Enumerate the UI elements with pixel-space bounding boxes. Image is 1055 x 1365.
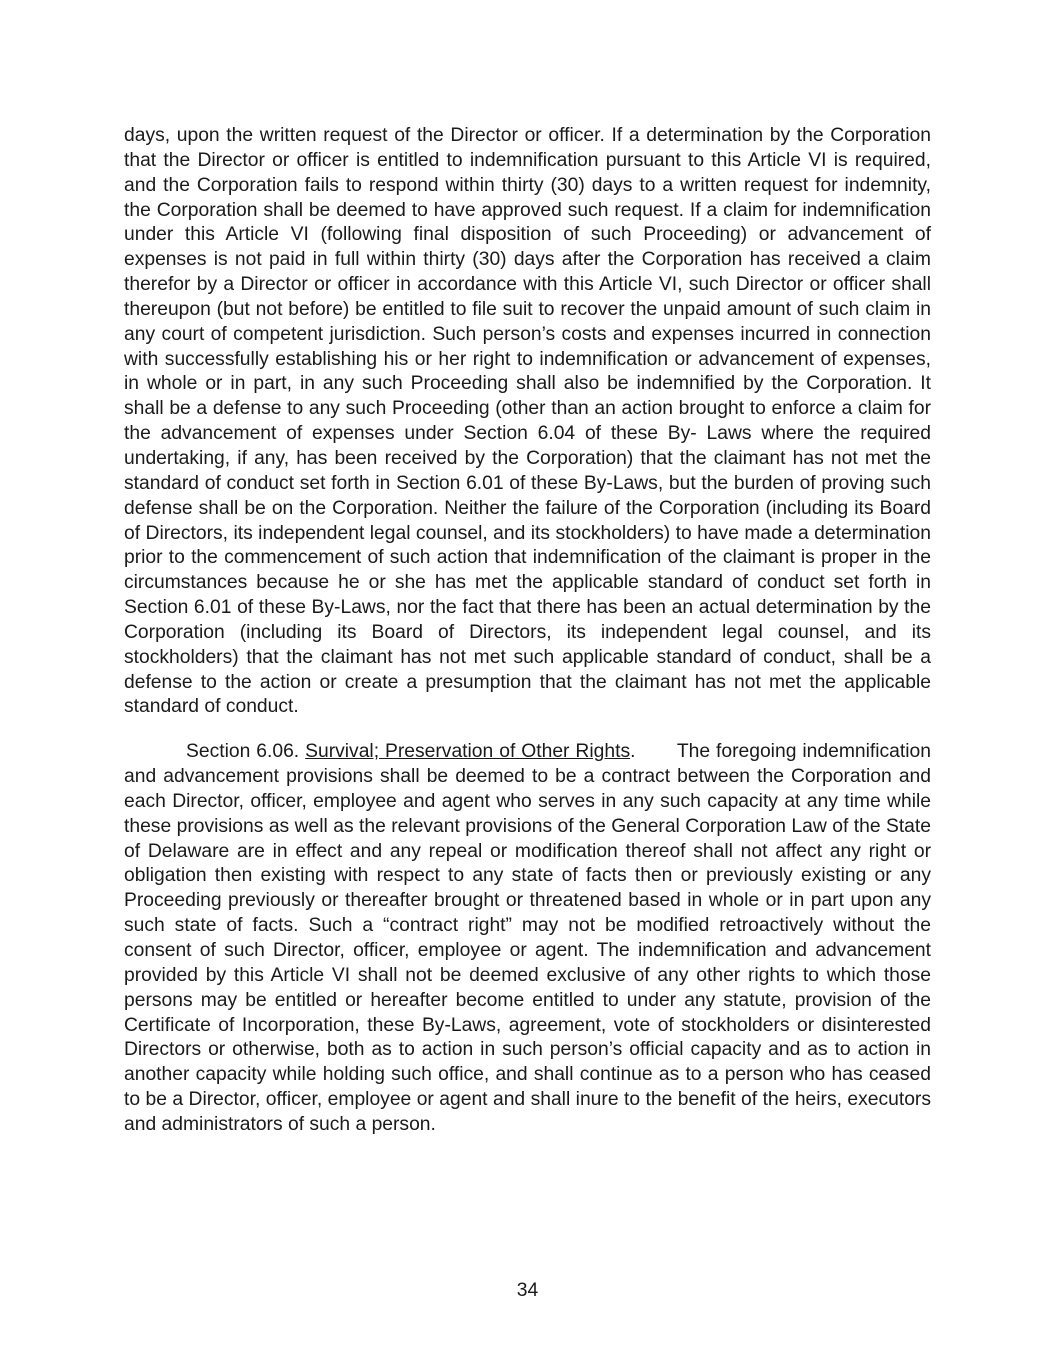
section-title-punctuation: . <box>630 741 636 763</box>
section-body: The foregoing indemnification and advancement provisions shall be deemed to be a contract between the Corporation and each Director, officer, employee and agent who serves in any such capacity at any time while these provisions as well as the relevant provisions of the General Corporation Law of the State of Delaware are in effect and any repeal or modification thereof shall not affect any right or obligation then existing with respect to any state of facts then or previously existing or any Proceeding previously or thereafter brought or threatened based in whole or in part upon any such state of facts. Such a “contract right” may not be modified retroactively without the consent of such Director, officer, employee or agent. The indemnification and advancement provided by this Article VI shall not be deemed exclusive of any other rights to which those persons may be entitled or hereafter become entitled to under any statute, provision of the Certificate of Incorporation, these By-Laws, agreement, vote of stockholders or disinterested Directors or otherwise, both as to action in such person’s official capacity and as to action in another capacity while holding such office, and shall continue as to a person who has ceased to be a Director, officer, employee or agent and shall inure to the benefit of the heirs, executors and administrators of such a person. <box>124 741 931 1135</box>
page-number: 34 <box>516 1280 539 1301</box>
section-number: Section 6.06. <box>186 741 300 763</box>
continuation-paragraph: days, upon the written request of the Director or officer. If a determination by the Corporation that the Director or officer is entitled to indemnification pursuant to this Article VI is required, and the Corporation fails to respond within thirty (30) days to a written request for indemnity, the Corporation shall be deemed to have approved such request. If a claim for indemnification under this Article VI (following final disposition of such Proceeding) or advancement of expenses is not paid in full within thirty (30) days after the Corporation has received a claim therefor by a Director or officer in accordance with this Article VI, such Director or officer shall thereupon (but not before) be entitled to file suit to recover the unpaid amount of such claim in any court of competent jurisdiction. Such person’s costs and expenses incurred in connection with successfully establishing his or her right to indemnification or advancement of expenses, in whole or in part, in any such Proceeding shall also be indemnified by the Corporation. It shall be a defense to any such Proceeding (other than an action brought to enforce a claim for the advancement of expenses under Section 6.04 of these By- Laws where the required undertaking, if any, has been received by the Corporation) that the claimant has not met the standard of conduct set forth in Section 6.01 of these By-Laws, but the burden of proving such defense shall be on the Corporation. Neither the failure of the Corporation (including its Board of Directors, its independent legal counsel, and its stockholders) to have made a determination prior to the commencement of such action that indemnification of the claimant is proper in the circumstances because he or she has met the applicable standard of conduct set forth in Section 6.01 of these By-Laws, nor the fact that there has been an actual determination by the Corporation (including its Board of Directors, its independent legal counsel, and its stockholders) that the claimant has not met such applicable standard of conduct, shall be a defense to the action or create a presumption that the claimant has not met the applicable standard of conduct. <box>124 125 931 718</box>
section-title: Survival; Preservation of Other Rights <box>305 741 631 763</box>
document-page <box>124 124 931 1138</box>
section-6-06-paragraph <box>124 740 931 1138</box>
